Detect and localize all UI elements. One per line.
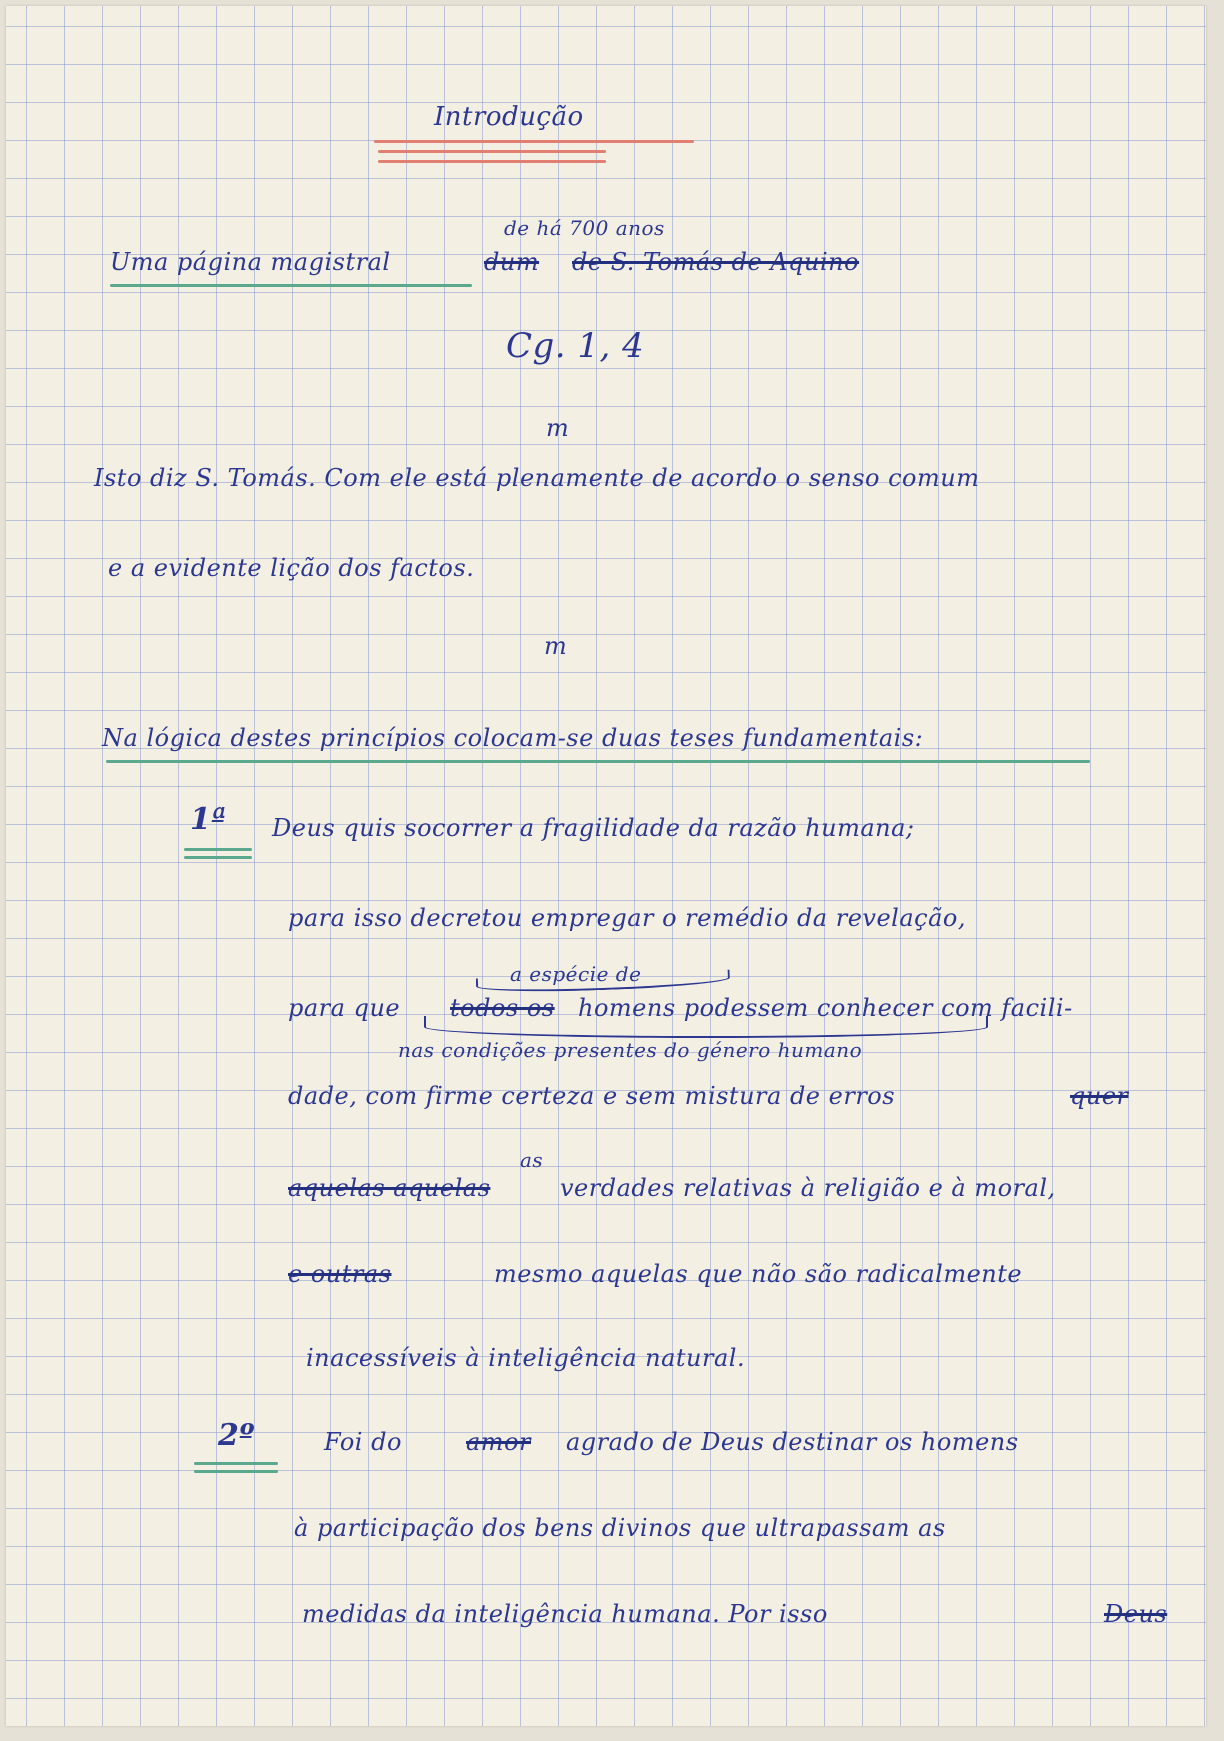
paragraph-1-line-1: Isto diz S. Tomás. Com ele está plenamente de acordo o senso comum	[94, 464, 980, 492]
heading-underline-red-2	[378, 150, 606, 153]
thesis-1-line-5-insert: as	[520, 1148, 544, 1172]
thesis-1-line-3-a: para que	[288, 994, 401, 1022]
thesis-2-underline-green-2	[194, 1470, 278, 1473]
subtitle-underline-green	[110, 284, 472, 287]
page-heading: Introdução	[434, 102, 584, 132]
thesis-2-line-1-b: agrado de Deus destinar os homens	[566, 1428, 1019, 1456]
thesis-intro: Na lógica destes princípios colocam-se duas teses fundamentais:	[102, 724, 924, 752]
thesis-1-line-5-struck: aquelas aquelas	[288, 1174, 491, 1202]
section-mark-1: m	[546, 414, 570, 442]
thesis-1-insert-above: a espécie de	[510, 962, 642, 986]
thesis-2-line-1-struck: amor	[466, 1428, 531, 1456]
subtitle-insert: de há 700 anos	[504, 216, 665, 240]
subtitle-struck-2: de S. Tomás de Aquino	[572, 248, 860, 276]
paragraph-1-line-2: e a evidente lição dos factos.	[108, 554, 475, 582]
thesis-2-line-2: à participação dos bens divinos que ultrapassam as	[294, 1514, 946, 1542]
thesis-1-insert-below: nas condições presentes do género humano	[398, 1038, 863, 1062]
thesis-1-line-3-b: homens podessem conhecer com facili-	[578, 994, 1073, 1022]
thesis-1-line-6-struck: e outras	[288, 1260, 392, 1288]
thesis-1-line-4-struck: quer	[1070, 1082, 1129, 1110]
heading-underline-red-3	[378, 160, 606, 163]
thesis-1-line-6: mesmo aquelas que não são radicalmente	[494, 1260, 1023, 1288]
thesis-1-line-5: verdades relativas à religião e à moral,	[560, 1174, 1056, 1202]
thesis-1-line-2: para isso decretou empregar o remédio da revelação,	[288, 904, 966, 932]
manuscript-page	[6, 6, 1206, 1726]
thesis-2-line-3: medidas da inteligência humana. Por isso	[302, 1600, 828, 1628]
thesis-1-line-1: Deus quis socorrer a fragilidade da razão humana;	[272, 814, 915, 842]
thesis-2-underline-green	[194, 1462, 278, 1465]
thesis-1-line-7: inacessíveis à inteligência natural.	[306, 1344, 746, 1372]
reference: Cg. 1, 4	[506, 326, 645, 366]
thesis-1-line-3-struck: todos os	[450, 994, 555, 1022]
thesis-2-line-1-a: Foi do	[324, 1428, 402, 1456]
thesis-2-line-3-struck: Deus	[1104, 1600, 1168, 1628]
subtitle-struck-1: dum	[484, 248, 540, 276]
thesis-2-number: 2º	[218, 1418, 255, 1453]
thesis-1-underline-green-2	[184, 856, 252, 859]
insertion-bracket-below	[424, 1016, 988, 1038]
thesis-1-underline-green	[184, 848, 252, 851]
thesis-1-line-4: dade, com firme certeza e sem mistura de erros	[288, 1082, 896, 1110]
subtitle-text: Uma página magistral	[110, 248, 391, 276]
section-mark-2: m	[544, 632, 568, 660]
heading-underline-red	[374, 140, 694, 143]
thesis-intro-underline-green	[106, 760, 1090, 763]
thesis-1-number: 1ª	[190, 802, 227, 837]
